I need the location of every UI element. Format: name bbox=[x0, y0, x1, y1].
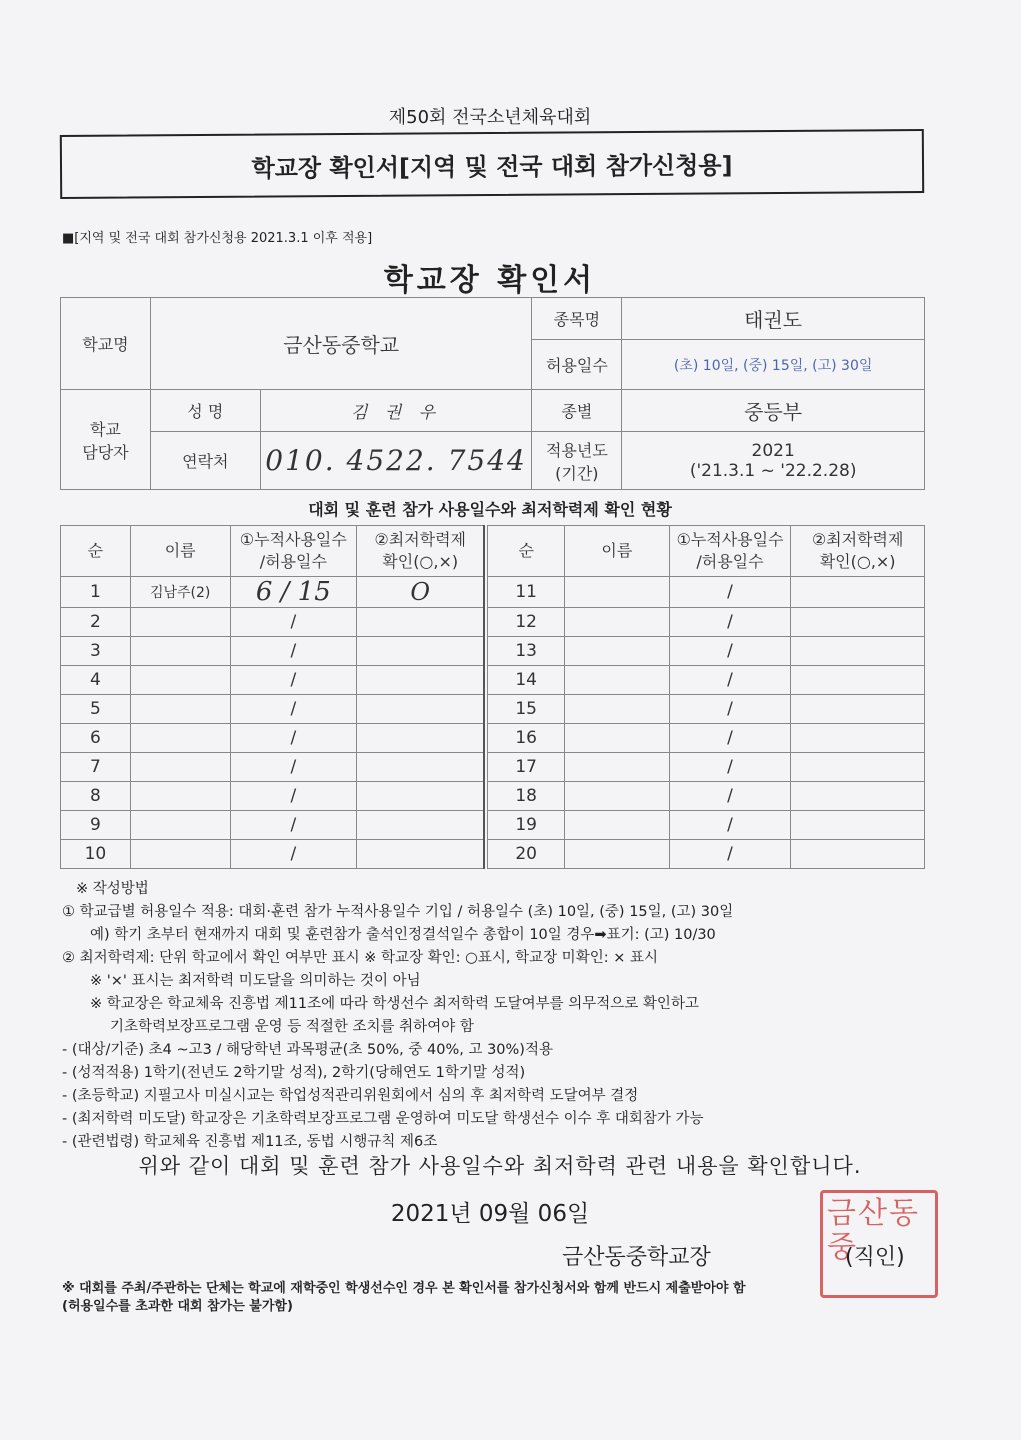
row-number: 15 bbox=[488, 695, 565, 724]
year-label bbox=[532, 432, 622, 490]
staff-label-2: 담당자 bbox=[82, 442, 129, 462]
student-name bbox=[130, 840, 230, 869]
col-days-header-2: /허용일수 bbox=[259, 552, 327, 571]
row-number: 19 bbox=[488, 811, 565, 840]
type-label: 종별 bbox=[532, 390, 622, 432]
min-achievement bbox=[357, 811, 485, 840]
form-title-box bbox=[60, 129, 924, 199]
days-used: / bbox=[669, 811, 791, 840]
days-used: / bbox=[669, 637, 791, 666]
guide-detail-5: - (관련법령) 학교체육 진흥법 제11조, 동법 시행규칙 제6조 bbox=[62, 1134, 438, 1150]
row-number: 13 bbox=[488, 637, 565, 666]
days-label: 허용일수 bbox=[532, 340, 622, 390]
student-name bbox=[565, 753, 670, 782]
min-achievement bbox=[791, 811, 925, 840]
days-used: / bbox=[669, 753, 791, 782]
student-name bbox=[130, 637, 230, 666]
min-achievement bbox=[791, 577, 925, 608]
student-name bbox=[565, 724, 670, 753]
col-name-header-right: 이름 bbox=[565, 526, 670, 577]
days-used: 6 / 15 bbox=[230, 577, 357, 608]
row-number: 17 bbox=[488, 753, 565, 782]
col-days-header-1: ①누적사용일수 bbox=[239, 530, 347, 549]
guide-item-2-note-a: ※ '×' 표시는 최저학력 미도달을 의미하는 것이 아님 bbox=[90, 973, 421, 989]
student-name bbox=[565, 577, 670, 608]
col-min-header-2: 확인(○,×) bbox=[382, 552, 459, 571]
student-name bbox=[130, 666, 230, 695]
row-number: 1 bbox=[61, 577, 131, 608]
row-number: 6 bbox=[61, 724, 131, 753]
col-min-header-right-2: 확인(○,×) bbox=[819, 552, 896, 571]
row-number: 16 bbox=[488, 724, 565, 753]
student-name bbox=[565, 637, 670, 666]
min-achievement bbox=[791, 840, 925, 869]
writing-guide bbox=[62, 878, 942, 1154]
student-name bbox=[565, 666, 670, 695]
col-days-header-right-2: /허용일수 bbox=[696, 552, 764, 571]
student-name bbox=[565, 695, 670, 724]
type-value: 중등부 bbox=[622, 390, 925, 432]
row-number: 5 bbox=[61, 695, 131, 724]
school-name: 금산동중학교 bbox=[150, 298, 532, 390]
days-used: / bbox=[230, 608, 357, 637]
contact-label: 연락처 bbox=[150, 432, 260, 490]
table-row bbox=[61, 666, 925, 695]
form-title: 학교장 확인서[지역 및 전국 대회 참가신청용] bbox=[251, 150, 733, 183]
staff-label-1: 학교 bbox=[89, 419, 121, 439]
min-achievement bbox=[791, 666, 925, 695]
student-name bbox=[130, 782, 230, 811]
staff-label bbox=[61, 390, 151, 490]
min-achievement bbox=[791, 782, 925, 811]
guide-item-2-note-b: ※ 학교장은 학교체육 진흥법 제11조에 따라 학생선수 최저학력 도달여부를 의무적으로 확인하고 bbox=[90, 996, 699, 1012]
min-achievement bbox=[357, 695, 485, 724]
table-row bbox=[61, 577, 925, 608]
year-label-1: 적용년도 bbox=[545, 440, 608, 460]
col-min-header bbox=[357, 526, 485, 577]
seal-label: (직인) bbox=[845, 1245, 905, 1270]
days-used: / bbox=[669, 782, 791, 811]
col-min-header-right bbox=[791, 526, 925, 577]
school-label: 학교명 bbox=[61, 298, 151, 390]
confirmation-statement: 위와 같이 대회 및 훈련 참가 사용일수와 최저학력 관련 내용을 확인합니다. bbox=[138, 1154, 862, 1178]
row-number: 7 bbox=[61, 753, 131, 782]
table-row bbox=[61, 724, 925, 753]
min-achievement bbox=[357, 840, 485, 869]
min-achievement bbox=[357, 666, 485, 695]
guide-item-2: ② 최저학력제: 단위 학교에서 확인 여부만 표시 ※ 학교장 확인: ○표시, 학교장 미확인: × 표시 bbox=[62, 950, 658, 966]
min-achievement bbox=[357, 724, 485, 753]
student-name bbox=[130, 695, 230, 724]
year-label-2: (기간) bbox=[555, 463, 599, 483]
row-number: 10 bbox=[61, 840, 131, 869]
min-achievement bbox=[791, 724, 925, 753]
status-header-row bbox=[61, 526, 925, 577]
document-title: 학교장 확인서 bbox=[383, 263, 597, 298]
days-used: / bbox=[669, 724, 791, 753]
min-achievement bbox=[791, 637, 925, 666]
min-achievement bbox=[791, 695, 925, 724]
name-label: 성 명 bbox=[150, 390, 260, 432]
days-used: / bbox=[669, 577, 791, 608]
event-title: 제50회 전국소년체육대회 bbox=[388, 107, 592, 128]
student-name bbox=[130, 811, 230, 840]
principal-title: 금산동중학교장 bbox=[562, 1245, 711, 1270]
sport-label: 종목명 bbox=[532, 298, 622, 340]
days-used: / bbox=[230, 695, 357, 724]
issue-date: 2021년 09월 06일 bbox=[390, 1201, 590, 1227]
table-row bbox=[61, 608, 925, 637]
min-achievement bbox=[357, 637, 485, 666]
row-number: 2 bbox=[61, 608, 131, 637]
days-used: / bbox=[669, 695, 791, 724]
days-used: / bbox=[669, 608, 791, 637]
min-achievement bbox=[791, 608, 925, 637]
days-used: / bbox=[230, 811, 357, 840]
year-value-1: 2021 bbox=[751, 440, 795, 461]
col-days-header-right-1: ①누적사용일수 bbox=[676, 530, 784, 549]
days-used: / bbox=[230, 724, 357, 753]
student-name bbox=[565, 782, 670, 811]
staff-name: 김 권 우 bbox=[260, 390, 532, 432]
guide-item-1-example: 예) 학기 초부터 현재까지 대회 및 훈련참가 출석인정결석일수 총합이 10일 경우➡표기: (고) 10/30 bbox=[90, 927, 716, 943]
min-achievement bbox=[357, 782, 485, 811]
min-achievement bbox=[357, 753, 485, 782]
guide-item-2-note-c: 기초학력보장프로그램 운영 등 적절한 조치를 취하여야 함 bbox=[110, 1019, 474, 1035]
footnote-line-2: (허용일수를 초과한 대회 참가는 불가함) bbox=[62, 1299, 293, 1314]
sport-value: 태권도 bbox=[622, 298, 925, 340]
info-table bbox=[60, 297, 925, 490]
days-used: / bbox=[230, 753, 357, 782]
days-used: / bbox=[230, 637, 357, 666]
staff-contact: 010. 4522. 7544 bbox=[260, 432, 532, 490]
days-used: / bbox=[230, 666, 357, 695]
guide-detail-3: - (초등학교) 지필고사 미실시교는 학업성적관리위원회에서 심의 후 최저학력 도달여부 결정 bbox=[62, 1088, 639, 1104]
student-name bbox=[130, 724, 230, 753]
guide-detail-4: - (최저학력 미도달) 학교장은 기초학력보장프로그램 운영하여 미도달 학생선수 이수 후 대회참가 가능 bbox=[62, 1111, 704, 1127]
col-name-header: 이름 bbox=[130, 526, 230, 577]
table-row bbox=[61, 695, 925, 724]
row-number: 14 bbox=[488, 666, 565, 695]
col-min-header-right-1: ②최저학력제 bbox=[811, 530, 904, 549]
student-name: 김남주(2) bbox=[130, 577, 230, 608]
status-table bbox=[60, 525, 925, 869]
year-value-2: ('21.3.1 ~ '22.2.28) bbox=[689, 460, 857, 481]
row-number: 12 bbox=[488, 608, 565, 637]
row-number: 3 bbox=[61, 637, 131, 666]
footnote bbox=[62, 1280, 942, 1316]
row-number: 8 bbox=[61, 782, 131, 811]
days-used: / bbox=[669, 840, 791, 869]
min-achievement bbox=[357, 608, 485, 637]
row-number: 11 bbox=[488, 577, 565, 608]
col-days-header-right bbox=[669, 526, 791, 577]
table-row bbox=[61, 637, 925, 666]
student-name bbox=[565, 840, 670, 869]
student-name bbox=[565, 608, 670, 637]
row-number: 4 bbox=[61, 666, 131, 695]
col-no-header: 순 bbox=[61, 526, 131, 577]
days-used: / bbox=[230, 782, 357, 811]
col-no-header-right: 순 bbox=[488, 526, 565, 577]
days-used: / bbox=[230, 840, 357, 869]
year-value bbox=[622, 432, 925, 490]
student-name bbox=[130, 608, 230, 637]
col-min-header-1: ②최저학력제 bbox=[374, 530, 467, 549]
guide-heading: ※ 작성방법 bbox=[76, 881, 149, 897]
col-days-header bbox=[230, 526, 357, 577]
guide-detail-1: - (대상/기준) 초4 ~고3 / 해당학년 과목평균(초 50%, 중 40%, 고 30%)적용 bbox=[62, 1042, 553, 1058]
status-title: 대회 및 훈련 참가 사용일수와 최저학력제 확인 현황 bbox=[308, 500, 672, 519]
min-achievement: O bbox=[357, 577, 485, 608]
footnote-line-1: ※ 대회를 주최/주관하는 단체는 학교에 재학중인 학생선수인 경우 본 확인서를 참가신청서와 함께 반드시 제출받아야 함 bbox=[62, 1281, 746, 1296]
guide-detail-2: - (성적적용) 1학기(전년도 2학기말 성적), 2학기(당해연도 1학기말 성적) bbox=[62, 1065, 526, 1081]
student-name bbox=[565, 811, 670, 840]
table-row bbox=[61, 811, 925, 840]
row-number: 18 bbox=[488, 782, 565, 811]
row-number: 9 bbox=[61, 811, 131, 840]
table-row bbox=[61, 782, 925, 811]
student-name bbox=[130, 753, 230, 782]
table-row bbox=[61, 840, 925, 869]
table-row bbox=[61, 753, 925, 782]
row-number: 20 bbox=[488, 840, 565, 869]
min-achievement bbox=[791, 753, 925, 782]
guide-item-1: ① 학교급별 허용일수 적용: 대회·훈련 참가 누적사용일수 기입 / 허용일수 (초) 10일, (중) 15일, (고) 30일 bbox=[62, 904, 734, 920]
seal-text: 금산동중 bbox=[827, 1196, 920, 1265]
days-used: / bbox=[669, 666, 791, 695]
applicability-note: ■[지역 및 전국 대회 참가신청용 2021.3.1 이후 적용] bbox=[62, 231, 373, 246]
days-value: (초) 10일, (중) 15일, (고) 30일 bbox=[622, 340, 925, 390]
